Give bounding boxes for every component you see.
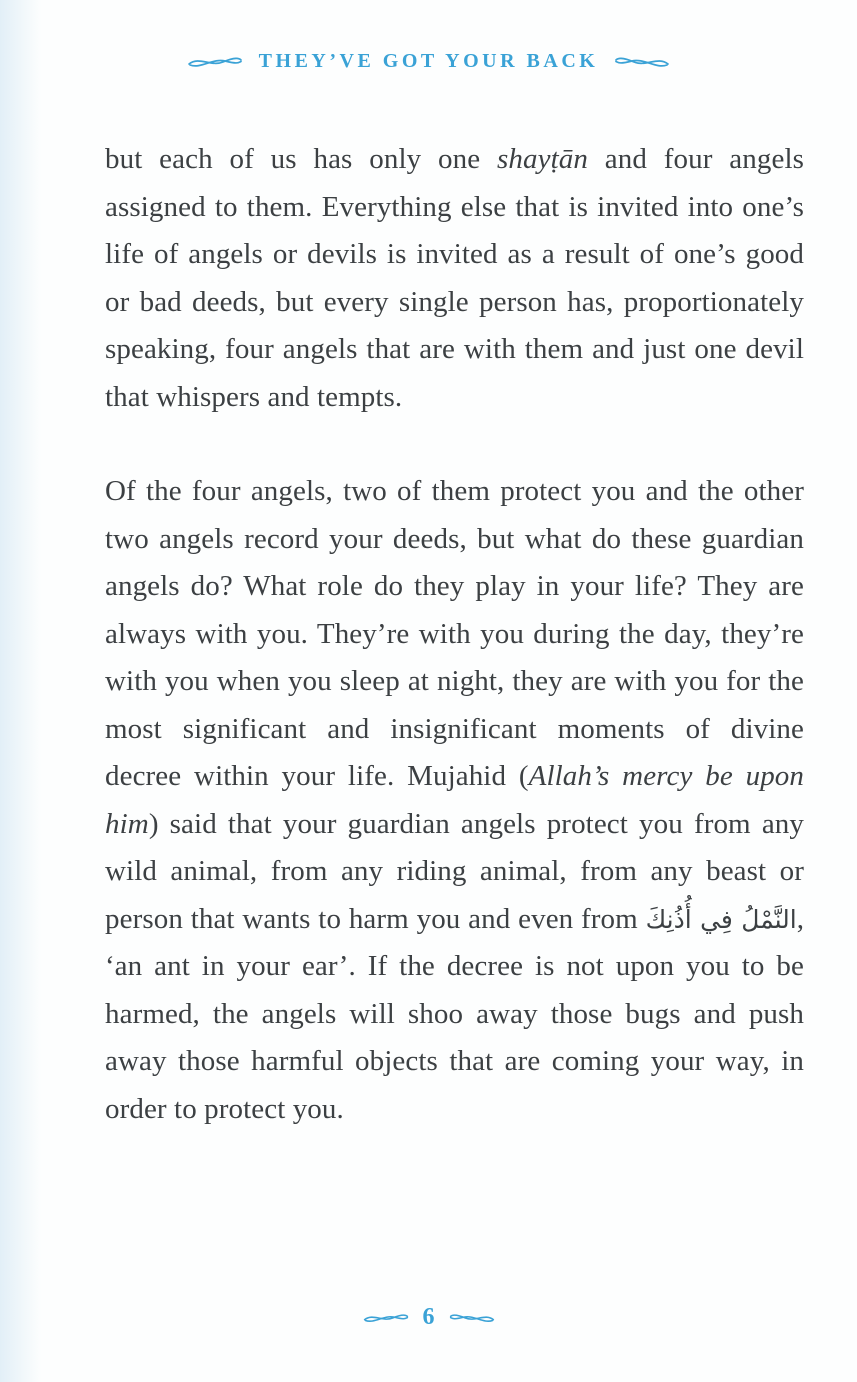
- text-run: ) said that your guardian angels protect you from any wild animal, from any riding animal, from any beast or person that wants to harm you and even from: [105, 807, 804, 935]
- paragraph: [105, 136, 804, 421]
- chapter-title: THEY’VE GOT YOUR BACK: [258, 50, 599, 72]
- running-header: [0, 50, 857, 73]
- arabic-phrase: النَّمْلُ فِي أُذُنِكَ: [645, 904, 797, 934]
- italic-term: Allah’s mercy be upon him: [105, 760, 804, 840]
- wave-flourish-icon: [449, 1311, 495, 1325]
- wave-flourish-icon: [614, 54, 670, 70]
- text-run: Of the four angels, two of them protect you and the other two angels record your deeds, but what do these guardian angels do? What role do they play in your life? They are always with you. They’re with you during the day, they’re with you when you sleep at night, they are with you for the most significant and insignificant moments of divine decree within your life. Mujahid (: [105, 475, 804, 792]
- page-body: [105, 136, 804, 1180]
- page-footer: [0, 1304, 857, 1331]
- page-number: 6: [422, 1304, 435, 1330]
- text-run: but each of us has only one: [105, 143, 498, 175]
- page-gutter-shadow: [0, 0, 46, 1382]
- wave-flourish-icon: [363, 1311, 409, 1325]
- paragraph: [105, 468, 804, 1133]
- wave-flourish-icon: [187, 54, 243, 70]
- text-run: , ‘an ant in your ear’. If the decree is not upon you to be harmed, the angels will shoo away those bugs and push away those harmful objects that are coming your way, in order to protect you.: [105, 902, 804, 1125]
- text-run: and four angels assigned to them. Everything else that is invited into one’s life of angels or devils is invited as a result of one’s good or bad deeds, but every single person has, proportionately speaking, four angels that are with them and just one devil that whispers and tempts.: [105, 143, 804, 413]
- italic-term: shayṭān: [497, 143, 588, 175]
